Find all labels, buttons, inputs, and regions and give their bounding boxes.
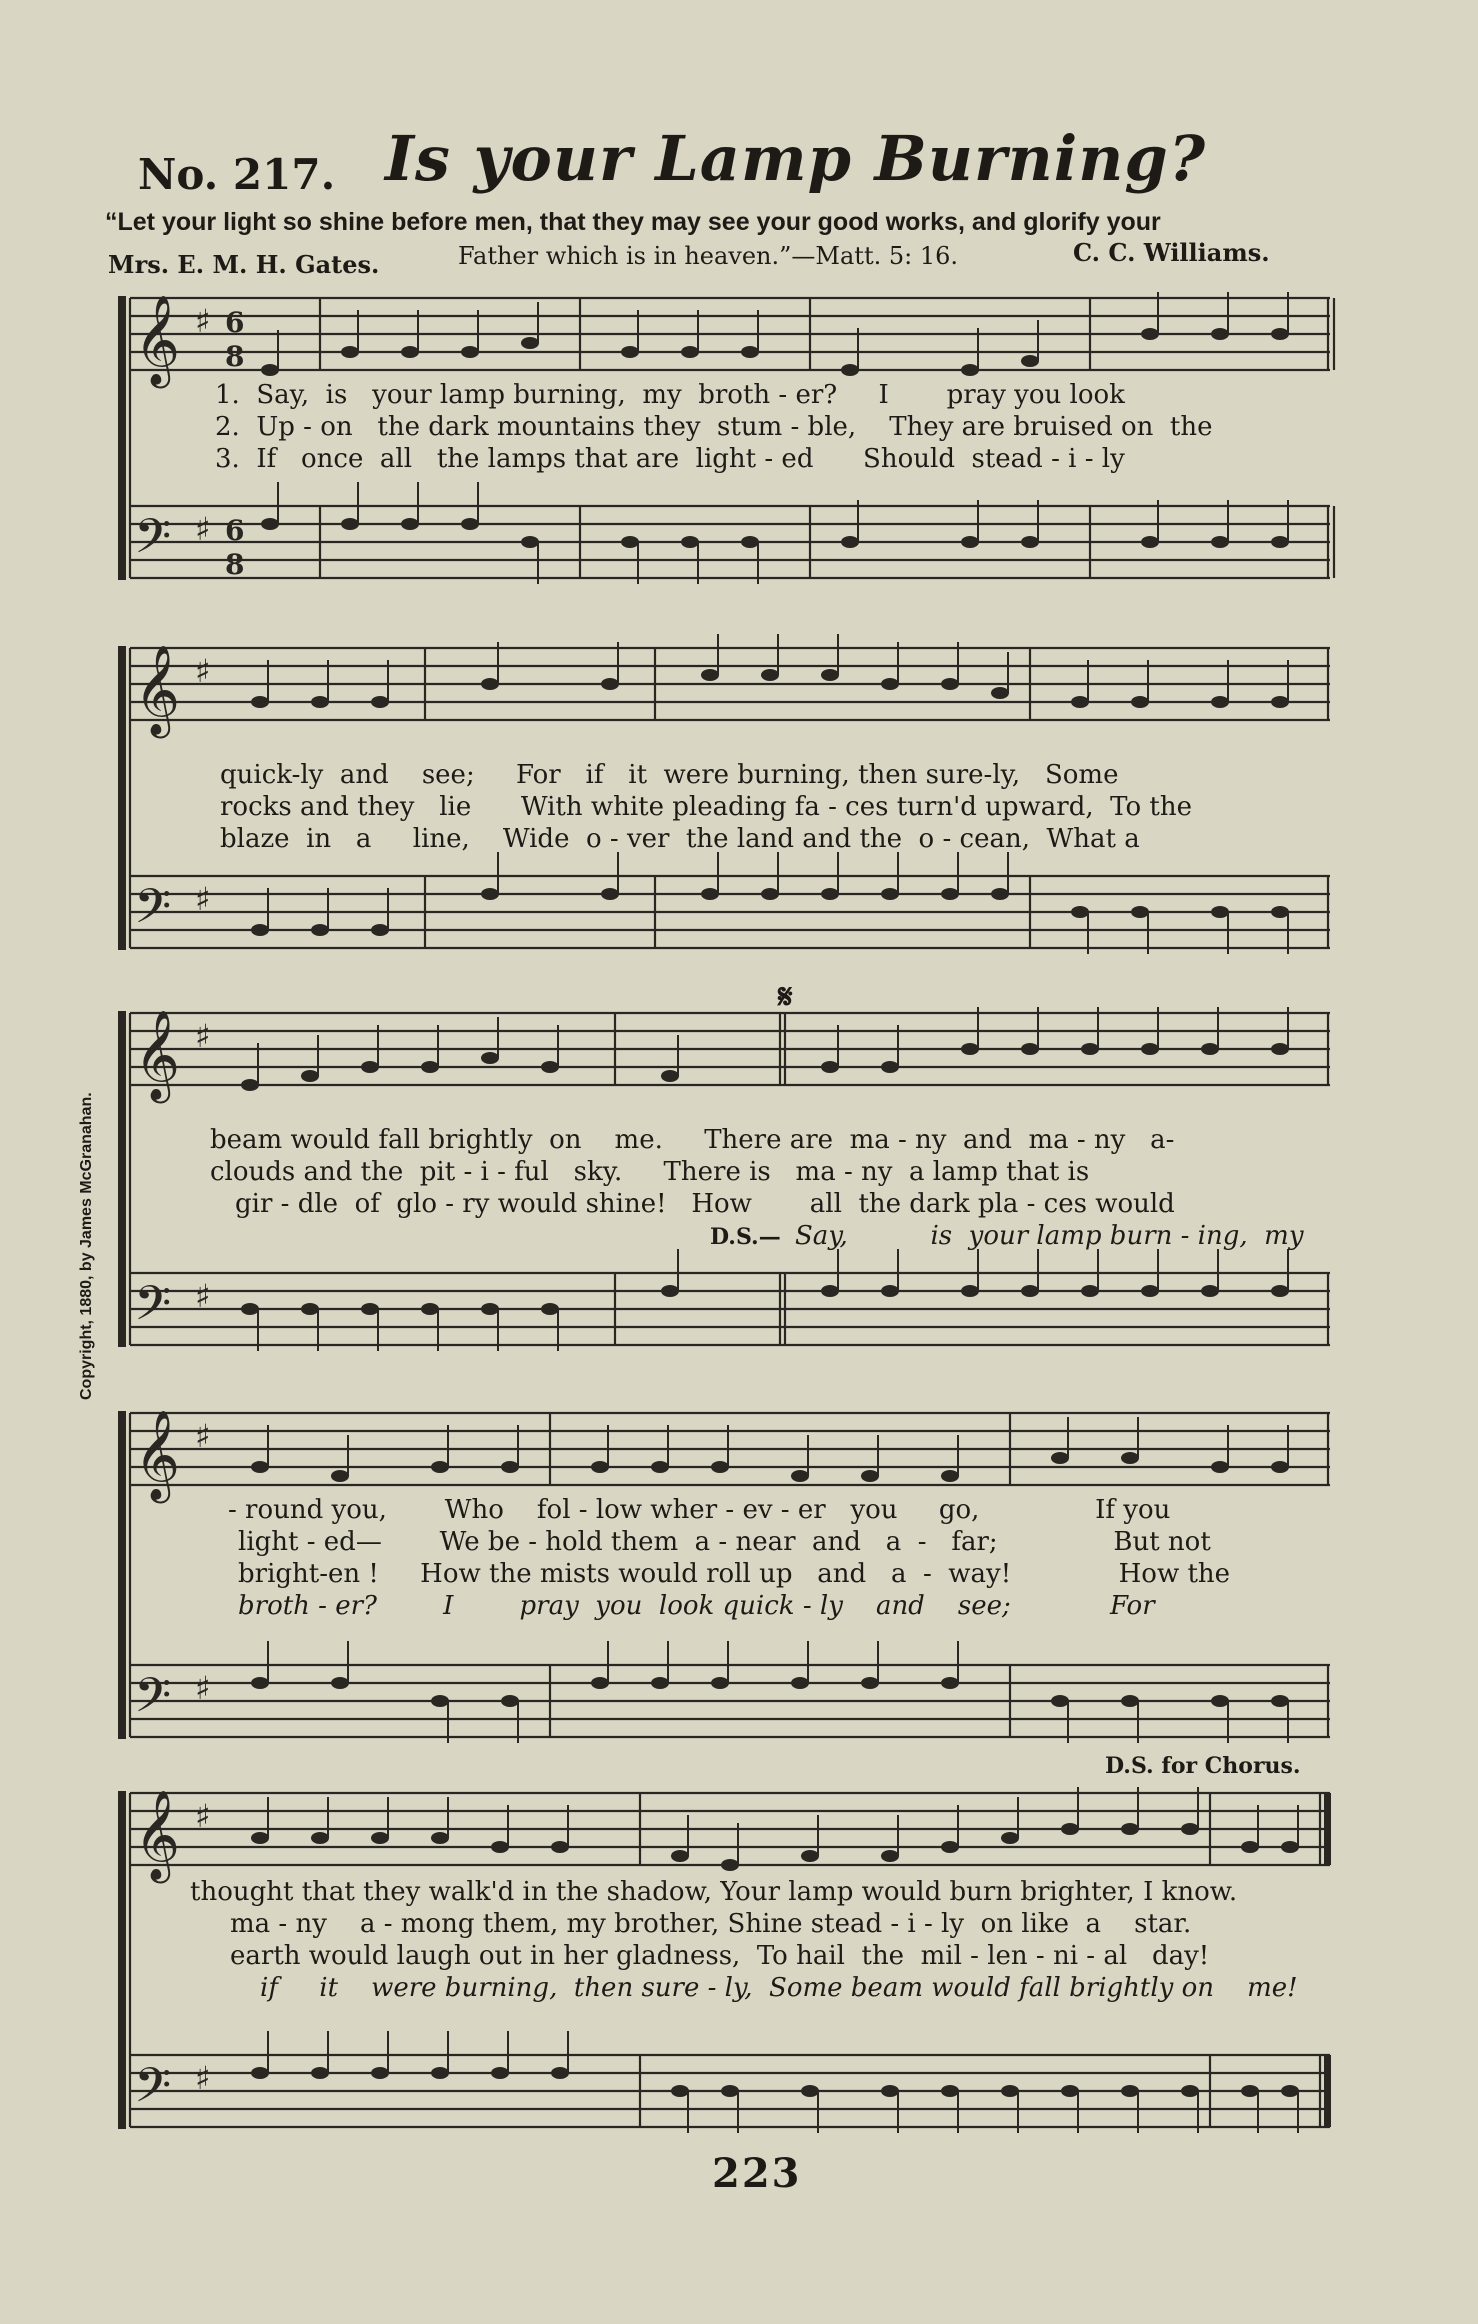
svg-text:♯: ♯	[195, 2059, 211, 2097]
music-system-1	[110, 270, 1350, 620]
lyric-verse-3: earth would laugh out in her gladness, To hail the mil - len - ni - al day!	[230, 1941, 1210, 1971]
svg-text:♯: ♯	[195, 302, 211, 340]
lyric-verse-3: blaze in a line, Wide o - ver the land and the o - cean, What a	[220, 824, 1140, 854]
lyric-verse-2: light - ed— We be - hold them a - near and a - far; But not	[238, 1527, 1211, 1557]
lyric-verse-2: rocks and they lie With white pleading fa - ces turn'd upward, To the	[220, 792, 1192, 822]
svg-text:♯: ♯	[195, 652, 211, 690]
svg-text:♯: ♯	[195, 510, 211, 548]
svg-text:𝄢: 𝄢	[134, 508, 172, 576]
lyric-verse-2: 2. Up - on the dark mountains they stum - ble, They are bruised on the	[215, 412, 1213, 442]
ds-for-chorus-marker: D.S. for Chorus.	[1105, 1753, 1301, 1779]
lyric-verse-1: quick-ly and see; For if it were burning, then sure-ly, Some	[220, 760, 1119, 790]
svg-text:𝄞: 𝄞	[134, 645, 181, 735]
lyric-verse-1: - round you, Who fol - low wher - ev - er you go, If you	[228, 1495, 1171, 1525]
hymn-title: Is your Lamp Burning?	[385, 122, 1207, 195]
epigraph: “Let your light so shine before men, that they may see your good works, and glorify your	[105, 208, 1161, 236]
svg-text:♯: ♯	[195, 1797, 211, 1835]
copyright-notice: Copyright, 1880, by James McGranahan.	[78, 1092, 95, 1400]
composer: C. C. Williams.	[1073, 238, 1270, 267]
lyric-verse-1: 1. Say, is your lamp burning, my broth - er? I pray you look	[215, 380, 1125, 410]
music-system-2	[110, 620, 1350, 970]
lyric-verse-3: bright-en ! How the mists would roll up and a - way! How the	[238, 1559, 1231, 1589]
svg-text:𝄢: 𝄢	[134, 1275, 172, 1343]
svg-text:𝄞: 𝄞	[134, 1790, 181, 1880]
svg-text:♯: ♯	[195, 1017, 211, 1055]
lyric-verse-3: 3. If once all the lamps that are light - ed Should stead - i - ly	[215, 444, 1125, 474]
svg-text:8: 8	[225, 548, 245, 581]
lyric-chorus: if it were burning, then sure - ly, Some beam would fall brightly on me!	[260, 1973, 1298, 2003]
svg-text:6: 6	[225, 514, 245, 547]
music-system-5	[110, 1753, 1350, 2155]
lyric-chorus: Say, is your lamp burn - ing, my	[795, 1221, 1304, 1251]
svg-text:♯: ♯	[195, 880, 211, 918]
hymn-number: No. 217.	[138, 150, 336, 199]
lyric-verse-3: gir - dle of glo - ry would shine! How all the dark pla - ces would	[235, 1189, 1175, 1219]
lyric-chorus: broth - er? I pray you look quick - ly and see; For	[238, 1591, 1155, 1621]
segno-sign: 𝄋	[778, 977, 793, 1017]
lyric-verse-1: beam would fall brightly on me. There are ma - ny and ma - ny a-	[210, 1125, 1175, 1155]
music-system-3	[110, 977, 1350, 1385]
lyric-verse-2: ma - ny a - mong them, my brother, Shine stead - i - ly on like a star.	[230, 1909, 1192, 1939]
page-number: 223	[712, 2150, 802, 2197]
svg-text:♯: ♯	[195, 1417, 211, 1455]
svg-text:𝄞: 𝄞	[134, 1010, 181, 1100]
svg-text:𝄞: 𝄞	[134, 295, 181, 385]
ds-marker: D.S.—	[710, 1224, 781, 1250]
svg-text:6: 6	[225, 306, 245, 339]
lyric-verse-2: clouds and the pit - i - ful sky. There is ma - ny a lamp that is	[210, 1157, 1090, 1187]
svg-text:♯: ♯	[195, 1669, 211, 1707]
svg-text:𝄞: 𝄞	[134, 1410, 181, 1500]
svg-text:8: 8	[225, 340, 245, 373]
svg-text:♯: ♯	[195, 1277, 211, 1315]
author: Mrs. E. M. H. Gates.	[108, 250, 380, 279]
lyric-verse-1: thought that they walk'd in the shadow, Your lamp would burn brighter, I know.	[190, 1877, 1238, 1907]
music-system-4	[110, 1385, 1350, 1765]
svg-text:𝄢: 𝄢	[134, 1667, 172, 1735]
scripture-reference: Father which is in heaven.”—Matt. 5: 16.	[458, 242, 958, 270]
svg-text:𝄢: 𝄢	[134, 878, 172, 946]
svg-text:𝄢: 𝄢	[134, 2057, 172, 2125]
